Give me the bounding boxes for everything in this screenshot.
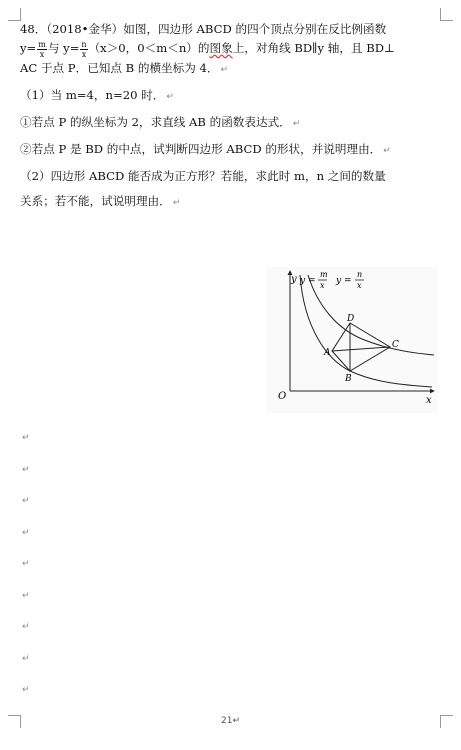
paragraph-mark: ↵ <box>172 197 181 208</box>
intro-text-b3: （x＞0，0＜m＜n）的 <box>88 41 210 55</box>
empty-paragraph-mark: ↵ <box>22 559 30 569</box>
intro-line-3: AC 于点 P．已知点 B 的横坐标为 4． ↵ <box>20 60 229 75</box>
intro-text-b5: 上，对角线 BD∥y 轴，且 BD⊥ <box>232 41 395 55</box>
curve1-label-den: x <box>320 281 325 290</box>
part-2-line-2: 关系；若不能，试说明理由． ↵ <box>20 193 181 208</box>
empty-paragraph-mark: ↵ <box>22 622 30 632</box>
intro-text-a: 48．（2018•金华）如图，四边形 ABCD 的四个顶点分别在反比例函数 <box>20 22 387 36</box>
part-2-line-1: （2）四边形 ABCD 能否成为正方形？若能，求此时 m，n 之间的数量 <box>20 168 386 183</box>
intro-text-b1: y= <box>20 41 37 55</box>
hyperbola-figure <box>266 267 438 413</box>
sub-question-2: ②若点 P 是 BD 的中点，试判断四边形 ABCD 的形状，并说明理由． ↵ <box>20 141 391 156</box>
empty-paragraph-mark: ↵ <box>22 433 30 443</box>
point-c-label: C <box>392 340 399 350</box>
origin-label: O <box>278 391 287 402</box>
paragraph-mark: ↵ <box>220 64 229 75</box>
problem-text <box>20 20 440 213</box>
point-b-label: B <box>345 374 352 384</box>
intro-text-b2: 与 y= <box>47 41 80 55</box>
curve1-label-num: m <box>320 270 328 279</box>
empty-paragraphs <box>20 431 30 715</box>
paragraph-mark: ↵ <box>292 118 301 129</box>
y-axis-label: y <box>291 274 297 285</box>
empty-paragraph-mark: ↵ <box>22 464 30 475</box>
intro-line-2 <box>20 39 440 59</box>
page-number: 21↵ <box>221 716 240 726</box>
curve1-label-prefix: y = <box>300 276 316 286</box>
sub-question-1: ①若点 P 的纵坐标为 2，求直线 AB 的函数表达式． ↵ <box>20 114 301 129</box>
empty-paragraph-mark: ↵ <box>22 590 30 601</box>
point-a-label: A <box>324 348 331 358</box>
fraction-m-over-x: $\frac{m}{x}$ <box>38 39 46 59</box>
curve2-label-prefix: y = <box>336 276 352 286</box>
spellcheck-word: 图象 <box>209 41 233 55</box>
part-1-heading: （1）当 m=4，n=20 时． ↵ <box>20 87 174 102</box>
x-axis-label: x <box>426 395 432 406</box>
paragraph-mark: ↵ <box>166 91 174 102</box>
intro-line-1 <box>20 20 440 39</box>
empty-paragraph-mark: ↵ <box>22 496 30 506</box>
point-d-label: D <box>347 314 355 324</box>
page-corner-top-right <box>440 8 453 21</box>
paragraph-mark: ↵ <box>383 145 391 156</box>
curve2-label-num: n <box>357 270 363 279</box>
curve2-label-den: x <box>357 281 362 290</box>
empty-paragraph-mark: ↵ <box>22 527 30 538</box>
empty-paragraph-mark: ↵ <box>22 685 30 695</box>
fraction-n-over-x: $\frac{n}{x}$ <box>81 39 87 59</box>
empty-paragraph-mark: ↵ <box>22 653 30 664</box>
